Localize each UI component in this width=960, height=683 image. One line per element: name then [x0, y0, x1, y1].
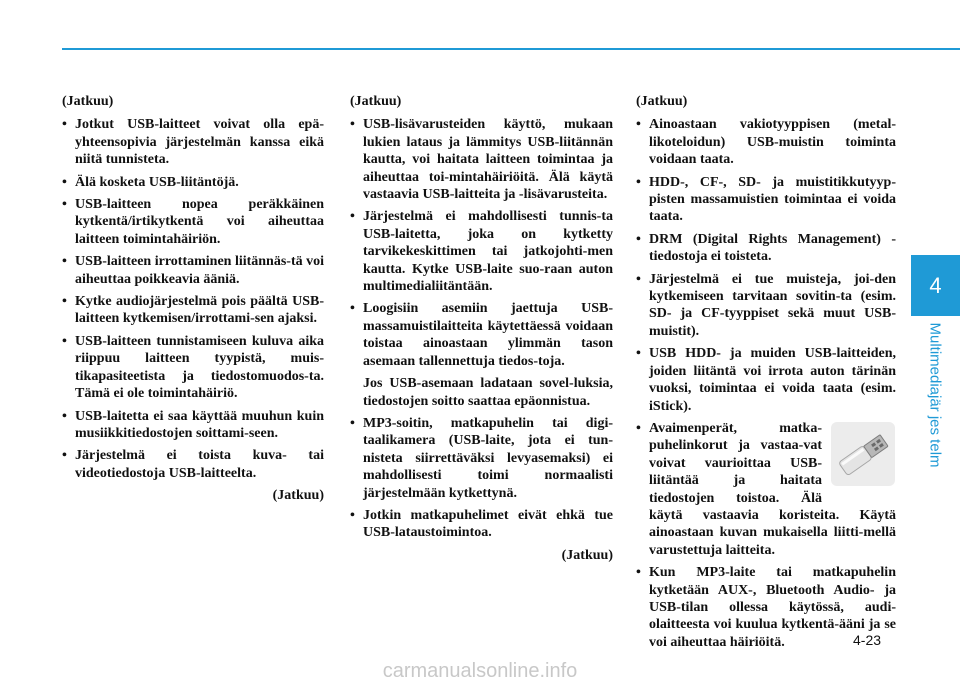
list-item: • HDD-, CF-, SD- ja muistitikkutyyp-pisten massamuistien toimintaa ei voida taata.	[636, 174, 896, 226]
list-item: • DRM (Digital Rights Management) -tiedostoja ei toisteta.	[636, 231, 896, 266]
bullet-list	[350, 116, 613, 370]
list-item: • Älä kosketa USB-liitäntöjä.	[62, 174, 324, 191]
sub-note: Jos USB-asemaan ladataan sovel-luksia, tiedostojen soitto saattaa epäonnistua.	[363, 376, 613, 409]
continued-heading: (Jatkuu)	[350, 94, 402, 109]
bullet-list	[636, 116, 896, 651]
list-item: • USB-laitteen nopea peräkkäinen kytkentä/irtikytkentä voi aiheuttaa laitteen toimintahäiriön.	[62, 196, 324, 248]
column-3	[636, 93, 896, 656]
continued-heading: (Jatkuu)	[636, 94, 688, 109]
list-item: • Järjestelmä ei mahdollisesti tunnis-ta USB-laitetta, joka on kytketty tarvikekeskittimen tai jatkojohti-men kautta. Kytke USB-laite suo-raan auton multimedialiitäntään.	[350, 208, 613, 295]
list-item	[350, 300, 613, 370]
column-2	[350, 93, 613, 564]
page-number: 4-23	[853, 632, 882, 648]
list-item-text: Loogisiin asemiin jaettuja USB-massamuistilaitteita käytettäessä voidaan toistaa ainoastaan ylimmän tason asemaan tallennettuja tiedos-toja.	[363, 301, 613, 369]
bullet-list	[62, 116, 324, 482]
list-item: • Järjestelmä ei toista kuva- tai videotiedostoja USB-laitteelta.	[62, 447, 324, 482]
section-label: Multimediajär jes telm	[926, 322, 944, 468]
header-rule	[62, 48, 960, 50]
list-item: • USB-laitteen tunnistamiseen kuluva aika riippuu laitteen tyypistä, muis-tikapasiteetista ja tiedostomuodos-ta. Tämä ei ole toimintahäiriö.	[62, 333, 324, 403]
list-item-text: Avaimenperät, matka-puhelinkorut ja vastaa-vat voivat vaurioittaa USB-liitäntää ja haitata tiedostojen toistoa. Älä käytä vastaavia koristeita. Käytä ainoastaan kuvan mukaisella liitti-mellä varustettuja laitteita.	[649, 420, 896, 558]
watermark: carmanualsonline.info	[382, 660, 578, 682]
continued-footer: (Jatkuu)	[272, 488, 324, 504]
list-item: • USB HDD- ja muiden USB-laitteiden, joiden liitäntä voi irrota auton tärinän vuoksi, toimintaa ei voida taata (esim. iStick).	[636, 345, 896, 415]
list-item: • Ainoastaan vakiotyyppisen (metal-likoteloidun) USB-muistin toiminta voidaan taata.	[636, 116, 896, 168]
list-item: • USB-lisävarusteiden käyttö, mukaan lukien lataus ja lämmitys USB-liitännän kautta, voi haitata laitteen toimintaa ja aiheuttaa toi-mintahäiriöitä. Älä käytä vastaavia USB-laitteita ja -lisävarusteita.	[350, 116, 613, 203]
list-item	[636, 420, 896, 559]
list-item: • USB-laitetta ei saa käyttää muuhun kuin musiikkitiedostojen soittami-seen.	[62, 408, 324, 443]
bullet-list	[350, 415, 613, 542]
continued-footer: (Jatkuu)	[561, 547, 613, 563]
list-item: • Kun MP3-laite tai matkapuhelin kytketään AUX-, Bluetooth Audio- ja USB-tilan ollessa käytössä, audi-olaitteesta voi kuulua kytkentä-ääni ja se voi aiheuttaa häiriöitä.	[636, 564, 896, 651]
list-item: • USB-laitteen irrottaminen liitännäs-tä voi aiheuttaa poikkeavia ääniä.	[62, 253, 324, 288]
list-item: • MP3-soitin, matkapuhelin tai digi-taalikamera (USB-laite, jota ei tun-nisteta siirrettäväksi levyasemaksi) ei mahdollisesti toimi normaalisti järjestelmään kytkettynä.	[350, 415, 613, 502]
list-item: • Jotkut USB-laitteet voivat olla epä-yhteensopivia järjestelmän kanssa eikä niitä tunnisteta.	[62, 116, 324, 168]
list-item: • Jotkin matkapuhelimet eivät ehkä tue USB-lataustoimintoa.	[350, 507, 613, 542]
continued-heading: (Jatkuu)	[62, 94, 114, 109]
chapter-tab: 4	[911, 255, 960, 316]
usb-stick-icon	[830, 421, 896, 487]
column-1	[62, 93, 324, 505]
list-item: • Järjestelmä ei tue muisteja, joi-den kytkemiseen tarvitaan sovitin-ta (esim. SD- ja CF-tyyppiset sekä muut USB-muistit).	[636, 271, 896, 341]
list-item: • Kytke audiojärjestelmä pois päältä USB-laitteen kytkemisen/irrottami-sen ajaksi.	[62, 293, 324, 328]
